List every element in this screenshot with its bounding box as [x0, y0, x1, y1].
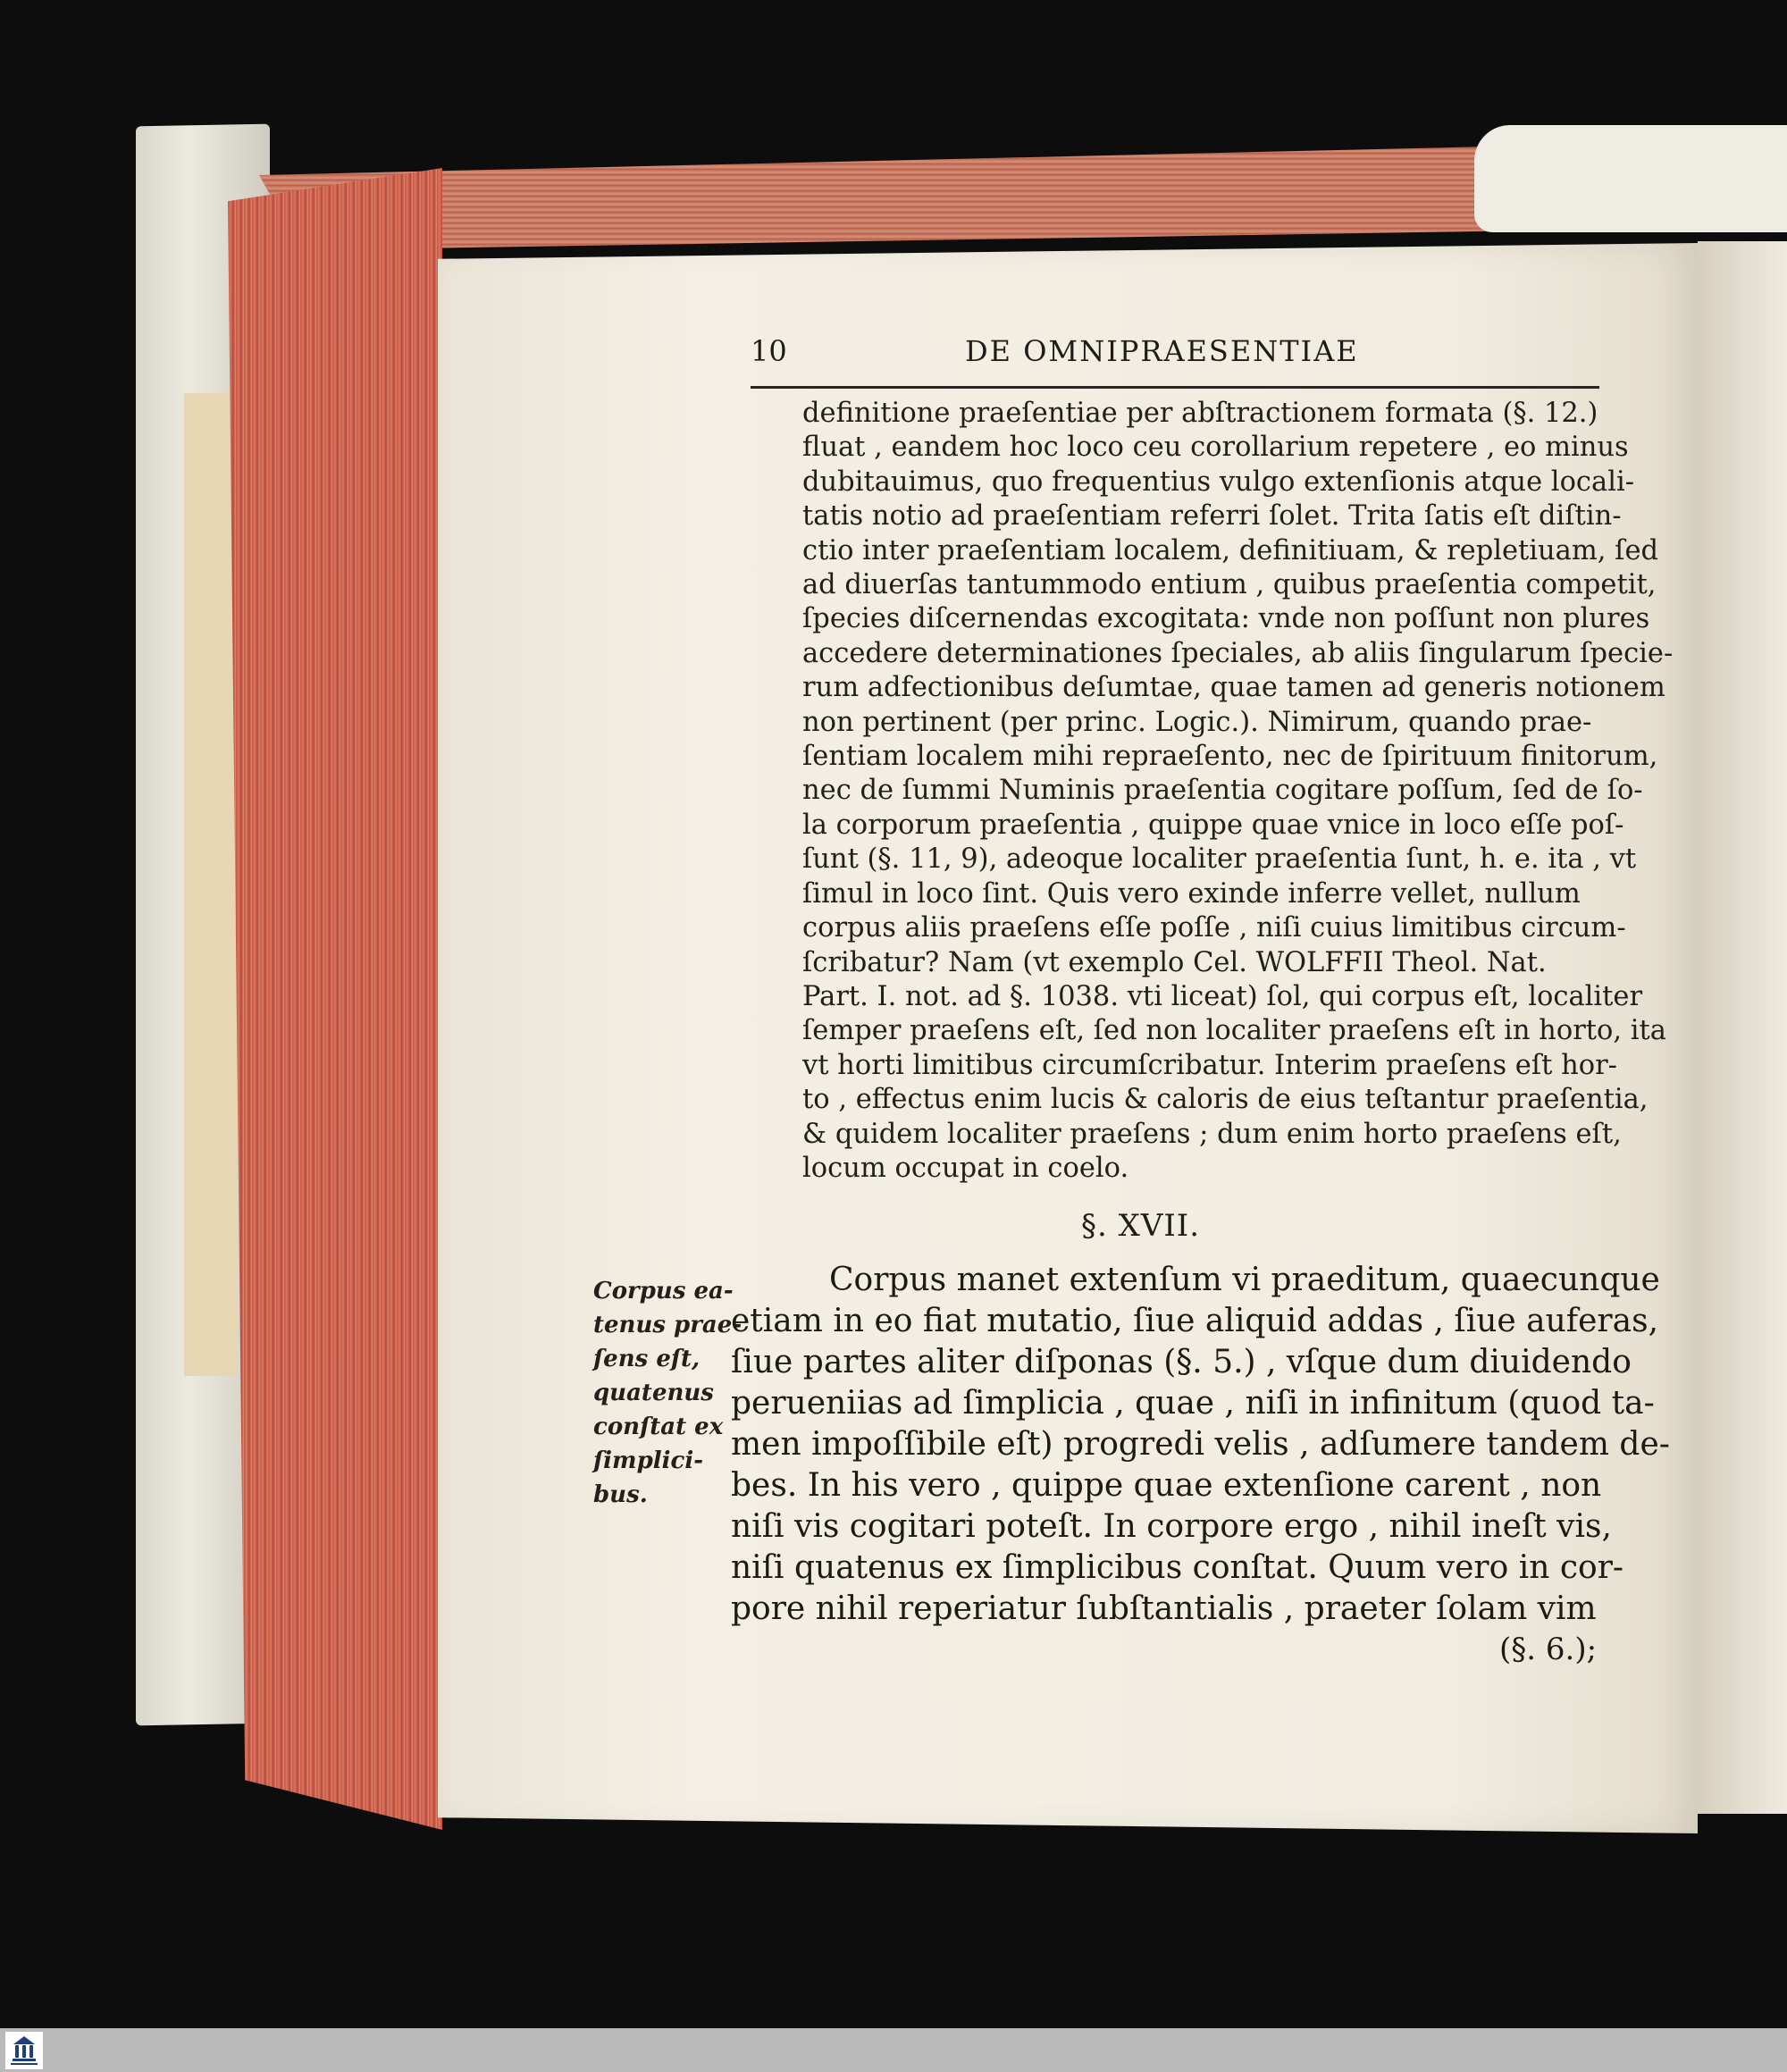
body-line: to , effectus enim lucis & caloris de eius teſtantur praeſentia, — [802, 1084, 1649, 1116]
paragraph-line: etiam in eo fiat mutatio, ſiue aliquid addas , ſiue auferas, — [731, 1303, 1659, 1339]
body-line: fluat , eandem hoc loco ceu corollarium repetere , eo minus — [802, 432, 1629, 464]
marginal-note-line: ſimplici- — [593, 1447, 704, 1474]
paragraph-line: pore nihil reperiatur ſubſtantialis , praeter ſolam vim — [731, 1590, 1597, 1627]
page-block-top-edge — [259, 143, 1644, 250]
body-line: ſemper praeſens eſt, ſed non localiter praeſens eſt in horto, ita — [802, 1015, 1666, 1047]
body-line: corpus aliis praeſens eſſe poſſe , niſi cuius limitibus circum- — [802, 912, 1626, 944]
paragraph-line: bes. In his vero , quippe quae extenſione carent , non — [731, 1467, 1602, 1504]
body-line: tatis notio ad praeſentiam referri ſolet. Trita ſatis eſt diſtin- — [802, 500, 1622, 533]
body-line: locum occupat in coelo. — [802, 1152, 1129, 1184]
body-line: accedere determinationes ſpeciales, ab aliis ſingularum ſpecie- — [802, 637, 1674, 669]
marginal-note-line: quatenus — [593, 1380, 714, 1406]
body-line: definitione praeſentiae per abſtractionem formata (§. 12.) — [802, 398, 1598, 429]
marginal-note-line: bus. — [593, 1481, 648, 1508]
paragraph-line: men impoſſibile eſt) progredi velis , adſumere tandem de- — [731, 1426, 1670, 1463]
body-line: vt horti limitibus circumſcribatur. Interim praeſens eſt hor- — [802, 1049, 1617, 1081]
body-line: ſunt (§. 11, 9), adeoque localiter praeſentia ſunt, h. e. ita , vt — [802, 843, 1637, 876]
catchword: (§. 6.); — [1499, 1632, 1598, 1667]
marginal-note-line: ſens eſt, — [593, 1346, 701, 1372]
body-line: & quidem localiter praeſens ; dum enim horto praeſens eſt, — [802, 1118, 1622, 1150]
paragraph-line: perueniias ad ſimplicia , quae , niſi in infinitum (quod ta- — [731, 1385, 1655, 1422]
body-paragraph — [802, 397, 1674, 1186]
body-line: dubitauimus, quo frequentius vulgo extenſionis atque locali- — [802, 466, 1635, 498]
paragraph-line: Corpus manet extenſum vi praeditum, quaecunque — [829, 1262, 1660, 1298]
body-line: ſentiam localem mihi repraeſento, nec de ſpirituum finitorum, — [802, 741, 1658, 773]
page-header — [751, 332, 1599, 389]
paragraph-line: ſiue partes aliter diſponas (§. 5.) , vſque dum diuidendo — [731, 1344, 1632, 1380]
body-line: ad diuerſas tantummodo entium , quibus praeſentia competit, — [802, 569, 1657, 601]
body-line: ctio inter praeſentiam localem, definitiuam, & repletiuam, ſed — [802, 534, 1659, 566]
body-line: rum adfectionibus deſumtae, quae tamen ad generis notionem — [802, 672, 1665, 704]
library-emblem-icon[interactable] — [5, 2032, 43, 2069]
paragraph-line: niſi vis cogitari poteſt. In corpore ergo , nihil ineſt vis, — [731, 1508, 1612, 1545]
marginal-note — [593, 1274, 742, 1512]
page-number: 10 — [751, 334, 787, 368]
viewer-footer-bar — [0, 2028, 1787, 2072]
marginal-note-line: tenus prae- — [593, 1312, 742, 1338]
marginal-note-line: conſtat ex — [593, 1413, 724, 1440]
body-line: ſpecies diſcernendas excogitata: vnde non poſſunt non plures — [802, 603, 1650, 635]
body-line: non pertinent (per princ. Logic.). Nimirum, quando prae- — [802, 706, 1592, 738]
body-line: Part. I. not. ad §. 1038. vti liceat) ſol, qui corpus eſt, localiter — [802, 980, 1643, 1012]
paragraph-line: niſi quatenus ex ſimplicibus conſtat. Quum vero in cor- — [731, 1549, 1624, 1586]
section-paragraph — [731, 1260, 1670, 1630]
body-line: ſimul in loco ſint. Quis vero exinde inferre vellet, nullum — [802, 877, 1581, 910]
red-fore-edge — [228, 168, 442, 1830]
facing-page-edge — [1698, 241, 1787, 1814]
body-line: la corporum praeſentia , quippe quae vnice in loco eſſe poſ- — [802, 809, 1624, 841]
body-line: nec de ſummi Numinis praeſentia cogitare poſſum, ſed de ſo- — [802, 775, 1643, 807]
running-head: DE OMNIPRAESENTIAE — [965, 334, 1359, 368]
spine-cap — [1474, 125, 1787, 232]
body-line: ſcribatur? Nam (vt exemplo Cel. WOLFFII Theol. Nat. — [802, 946, 1547, 978]
marginal-note-line: Corpus ea- — [593, 1278, 734, 1304]
section-heading: §. XVII. — [1081, 1208, 1201, 1244]
cover-paper-strip — [184, 393, 238, 1376]
